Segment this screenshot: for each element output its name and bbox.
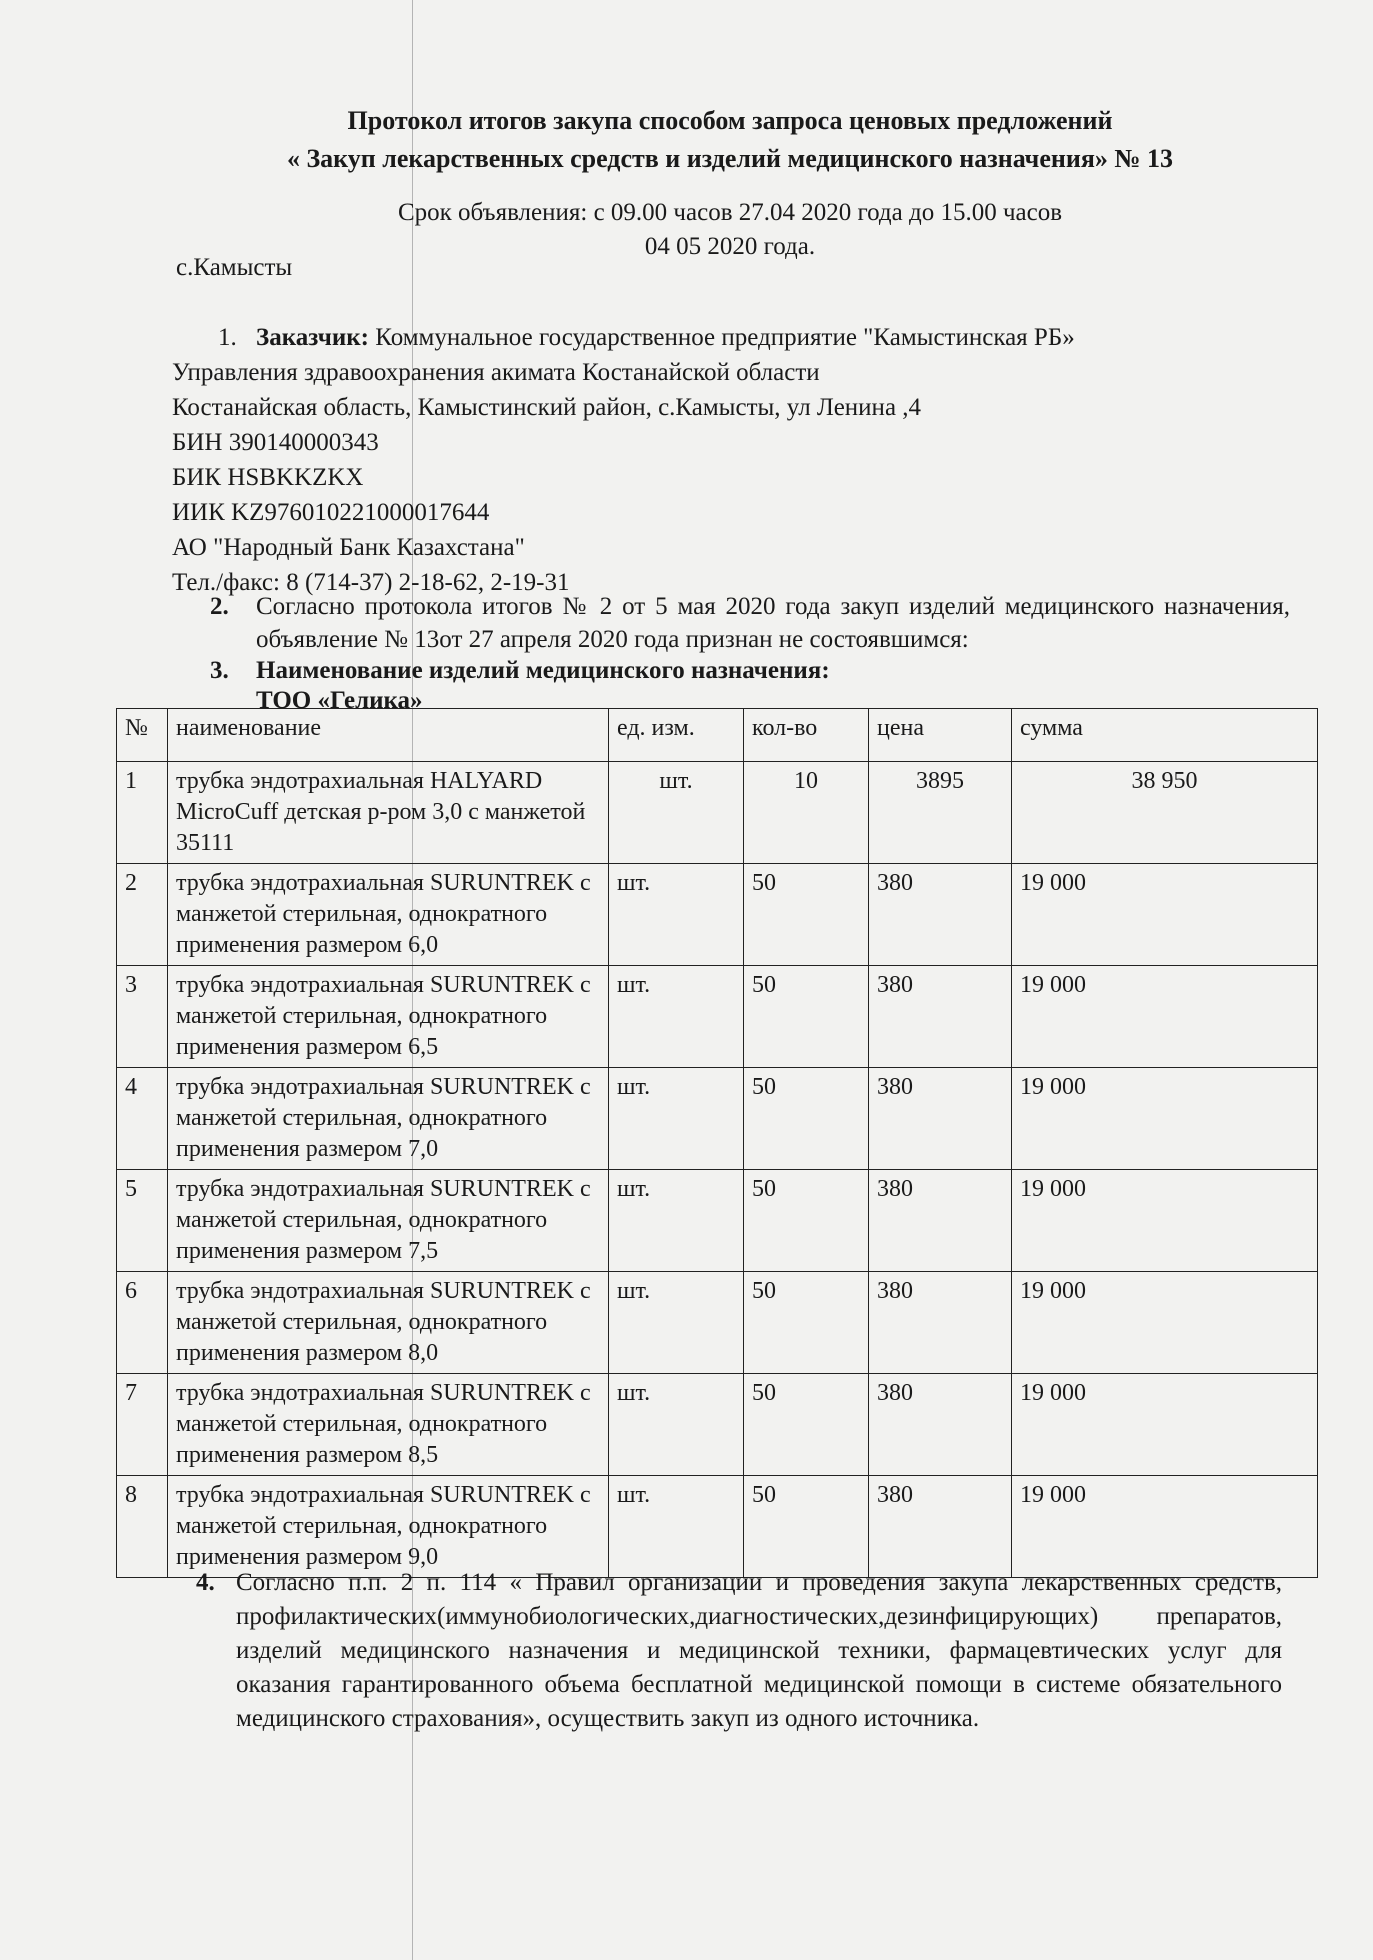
table-row: [117, 762, 1318, 864]
customer-phone: Тел./факс: 8 (714-37) 2-18-62, 2-19-31: [172, 569, 570, 596]
table-row: [117, 864, 1318, 966]
header-quantity: кол-во: [744, 709, 869, 762]
cell-number: 7: [117, 1374, 168, 1476]
cell-price: 380: [869, 1170, 1012, 1272]
cell-sum: 19 000: [1012, 864, 1318, 966]
place-name: с.Камысты: [176, 254, 293, 281]
cell-number: 4: [117, 1068, 168, 1170]
cell-name: трубка эндотрахиальная SURUNTREK с манжетой стерильная, однократного применения размером 7,5: [168, 1170, 609, 1272]
cell-sum: 19 000: [1012, 1068, 1318, 1170]
cell-price: 380: [869, 1272, 1012, 1374]
cell-unit: шт.: [609, 1170, 744, 1272]
cell-price: 380: [869, 1374, 1012, 1476]
cell-sum: 19 000: [1012, 966, 1318, 1068]
deadline-line2: 04 05 2020 года.: [644, 233, 816, 260]
cell-name: трубка эндотрахиальная SURUNTREK с манжетой стерильная, однократного применения размером 6,0: [168, 864, 609, 966]
cell-sum: 19 000: [1012, 1170, 1318, 1272]
cell-quantity: 50: [744, 1170, 869, 1272]
cell-price: 380: [869, 1476, 1012, 1578]
customer-iik: ИИК KZ976010221000017644: [172, 499, 490, 526]
customer-bik: БИК HSBKKZKX: [172, 464, 364, 491]
cell-number: 6: [117, 1272, 168, 1374]
header-price: цена: [869, 709, 1012, 762]
cell-number: 1: [117, 762, 168, 864]
header-unit: ед. изм.: [609, 709, 744, 762]
cell-name: трубка эндотрахиальная SURUNTREK с манжетой стерильная, однократного применения размером 6,5: [168, 966, 609, 1068]
section4-text: Согласно п.п. 2 п. 114 « Правил организации и проведения закупа лекарственных средств, профилактических(иммунобиологических,диагностических,дезинфицирующих) препаратов, изделий медицинского назначения и медицинской техники, фармацевтических услуг для оказания гарантированного объема бесплатной медицинской помощи в системе обязательного медицинского страхования», осуществить закуп из одного источника.: [236, 1569, 1282, 1732]
cell-unit: шт.: [609, 1272, 744, 1374]
cell-number: 5: [117, 1170, 168, 1272]
customer-name: Коммунальное государственное предприятие "Камыстинская РБ»: [375, 324, 1075, 351]
cell-quantity: 50: [744, 1374, 869, 1476]
customer-department: Управления здравоохранения акимата Костанайской области: [172, 359, 820, 386]
section3-number: 3.: [210, 657, 229, 684]
cell-name: трубка эндотрахиальная SURUNTREK с манжетой стерильная, однократного применения размером 9,0: [168, 1476, 609, 1578]
table-header-row: [117, 709, 1318, 762]
cell-price: 380: [869, 966, 1012, 1068]
deadline-line1: Срок объявления: с 09.00 часов 27.04 2020 года до 15.00 часов: [397, 199, 1063, 226]
cell-price: 380: [869, 864, 1012, 966]
document-title-line2: « Закуп лекарственных средств и изделий медицинского назначения» № 13: [286, 144, 1174, 173]
cell-unit: шт.: [609, 1476, 744, 1578]
cell-number: 8: [117, 1476, 168, 1578]
cell-quantity: 10: [744, 762, 869, 864]
section-customer: [172, 320, 1075, 600]
section4-number: 4.: [196, 1569, 215, 1596]
section-items-heading: [210, 656, 830, 716]
header-name: наименование: [168, 709, 609, 762]
supplier-name: ТОО «Гелика»: [256, 687, 423, 714]
cell-quantity: 50: [744, 1272, 869, 1374]
cell-sum: 19 000: [1012, 1374, 1318, 1476]
cell-unit: шт.: [609, 966, 744, 1068]
cell-name: трубка эндотрахиальная SURUNTREK с манжетой стерильная, однократного применения размером 7,0: [168, 1068, 609, 1170]
cell-name: трубка эндотрахиальная SURUNTREK с манжетой стерильная, однократного применения размером 8,5: [168, 1374, 609, 1476]
section2-text: Согласно протокола итогов № 2 от 5 мая 2020 года закуп изделий медицинского назначения, объявление № 13от 27 апреля 2020 года признан не состоявшимся:: [256, 593, 1290, 653]
table-row: [117, 966, 1318, 1068]
cell-unit: шт.: [609, 1374, 744, 1476]
customer-bin: БИН 390140000343: [172, 429, 379, 456]
table-row: [117, 1374, 1318, 1476]
header-number: №: [117, 709, 168, 762]
cell-quantity: 50: [744, 864, 869, 966]
cell-name: трубка эндотрахиальная SURUNTREK с манжетой стерильная, однократного применения размером 8,0: [168, 1272, 609, 1374]
cell-quantity: 50: [744, 1068, 869, 1170]
section-single-source: [196, 1566, 1282, 1736]
section-protocol-reference: [210, 590, 1290, 656]
header-sum: сумма: [1012, 709, 1318, 762]
cell-price: 380: [869, 1068, 1012, 1170]
section1-number: 1.: [218, 324, 237, 351]
table-row: [117, 1170, 1318, 1272]
announcement-deadline: [200, 196, 1260, 264]
customer-bank: АО "Народный Банк Казахстана": [172, 534, 525, 561]
table-row: [117, 1272, 1318, 1374]
table-row: [117, 1068, 1318, 1170]
cell-number: 2: [117, 864, 168, 966]
cell-unit: шт.: [609, 762, 744, 864]
section3-heading: Наименование изделий медицинского назначения:: [256, 657, 830, 684]
cell-number: 3: [117, 966, 168, 1068]
cell-quantity: 50: [744, 1476, 869, 1578]
document-title-line1: Протокол итогов закупа способом запроса ценовых предложений: [347, 106, 1113, 135]
section2-number: 2.: [210, 593, 229, 620]
items-table: [116, 708, 1318, 1578]
cell-sum: 38 950: [1012, 762, 1318, 864]
section1-label: Заказчик:: [256, 324, 370, 351]
cell-sum: 19 000: [1012, 1272, 1318, 1374]
cell-name: трубка эндотрахиальная HALYARD MicroCuff детская р-ром 3,0 с манжетой 35111: [168, 762, 609, 864]
cell-sum: 19 000: [1012, 1476, 1318, 1578]
cell-unit: шт.: [609, 864, 744, 966]
cell-unit: шт.: [609, 1068, 744, 1170]
customer-address: Костанайская область, Камыстинский район, с.Камысты, ул Ленина ,4: [172, 394, 922, 421]
table-row: [117, 1476, 1318, 1578]
cell-quantity: 50: [744, 966, 869, 1068]
cell-price: 3895: [869, 762, 1012, 864]
